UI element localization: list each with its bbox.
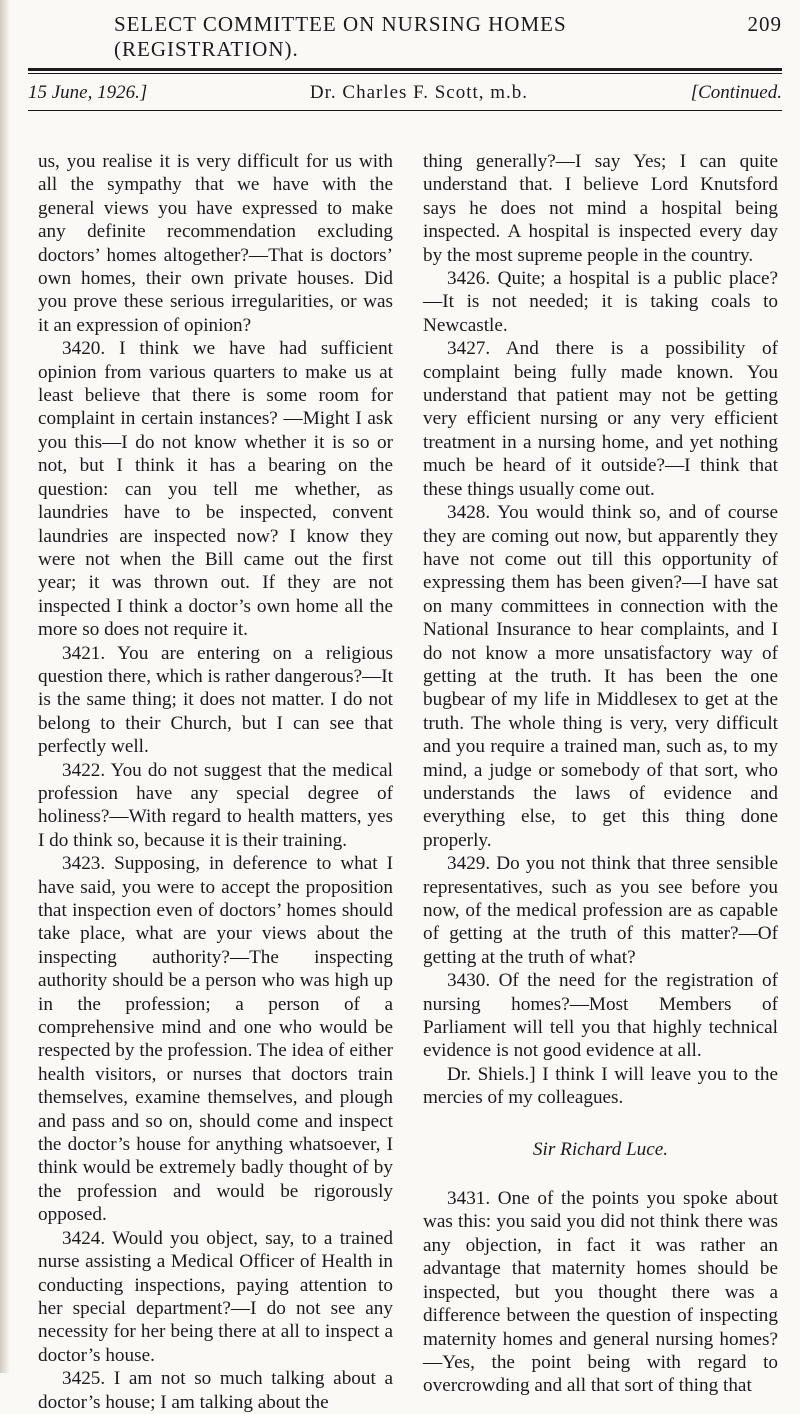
paragraph: thing generally?—I say Yes; I can quite understand that. I believe Lord Knutsford says he does not mind a hospital being inspected. A hospital is inspected every day by the most supreme people in the country. [423, 151, 778, 266]
paragraph: 3422. You do not suggest that the medical profession have any special degree of holiness?—With regard to health matters, yes I do think so, because it is their training. [38, 759, 393, 851]
header-rule-thick [28, 68, 782, 71]
paragraph: us, you realise it is very difficult for us with all the sympathy that we have with the general views you have expressed to make any definite recommendation excluding doctors’ homes altogether?—That is doctors’ own homes, their own private houses. Did you prove these serious irregularities, or was it an expression of opinion? [38, 151, 393, 336]
paragraph: 3425. I am not so much talking about a doctor’s house; I am talking about the [38, 1368, 393, 1413]
page-edge-shadow [0, 0, 10, 1373]
paragraph: 3423. Supposing, in deference to what I have said, you were to accept the proposition that inspection even of doctors’ homes should take place, what are your views about the inspecting authority?—The inspecting authority should be a person who was high up in the profession; a person of a comprehensive mind and one who would be respected by the profession. The idea of either health visitors, or nurses that doctors train themselves, examine themselves, and plough and pass and so on, should come and inspect the doctor’s house for anything whatsoever, I think would be extremely badly thought of by the profession and would be rigorously opposed. [38, 853, 393, 1226]
paragraph: 3429. Do you not think that three sensible representatives, such as you see before you now, of the medical profession are as capable of getting at the truth of this matter?—Of getting at the truth of what? [423, 853, 778, 968]
sub-header-rule [28, 110, 782, 111]
sub-header [28, 82, 782, 104]
running-head [28, 12, 782, 62]
paragraph: 3428. You would think so, and of course they are coming out now, but apparently they have not come out till this opportunity of expressing them has been given?—I have sat on many committees in connection with the National Insurance to hear complaints, and I do not know a more unsatisfactory way of getting at the truth. It has been the one bugbear of my life in Middlesex to get at the truth. The whole thing is very, very difficult and you require a trained man, such as, to my mind, a judge or somebody of that sort, who understands the laws of evidence and everything else, to get this thing done properly. [423, 502, 778, 851]
witness-name: Dr. Charles F. Scott, m.b. [309, 82, 529, 103]
speaker-heading: Sir Richard Luce. [532, 1138, 669, 1160]
paragraph: 3431. One of the points you spoke about was this: you said you did not think there was any objection, in fact it was rather an advantage that maternity homes should be inspected, but you thought there was a difference between the question of inspecting maternity homes and general nursing homes?—Yes, the point being with regard to overcrowding and all that sort of thing that [423, 1188, 778, 1397]
sitting-date: 15 June, 1926.] [28, 82, 148, 103]
paragraph: 3424. Would you object, say, to a trained nurse assisting a Medical Officer of Health in conducting inspections, paying attention to her special department?—I do not see any necessity for her being there at all to inspect a doctor’s house. [38, 1227, 393, 1366]
paragraph: 3420. I think we have had sufficient opinion from various quarters to make us at least believe that there is some room for complaint in certain instances? —Might I ask you this—I do not know whether it is so or not, but I think it has a bearing on the question: can you tell me whether, as laundries have to be inspected, convent laundries are inspected now? I know they were not when the Bill came out the first year; it was thrown out. If they are not inspected I think a doctor’s own home all the more so does not require it. [38, 338, 393, 641]
right-column [423, 150, 778, 1414]
continued-label: [Continued. [690, 82, 782, 103]
paragraph: 3427. And there is a possibility of complaint being fully made known. You understand that patient may not be getting very efficient nursing or any very efficient treatment in a nursing home, and yet nothing much be heard of it outside?—I think that these things usually come out. [423, 338, 778, 500]
paragraph: 3430. Of the need for the registration of nursing homes?—Most Members of Parliament will tell you that highly technical evidence is not good evidence at all. [423, 970, 778, 1062]
body-columns [38, 150, 778, 1414]
left-column [38, 150, 393, 1414]
running-title: SELECT COMMITTEE ON NURSING HOMES (REGISTRATION). [114, 12, 567, 61]
page-number: 209 [747, 12, 782, 36]
page-header [28, 12, 782, 111]
paragraph: Dr. Shiels.] I think I will leave you to the mercies of my colleagues. [423, 1063, 778, 1109]
paragraph: 3426. Quite; a hospital is a public place?—It is not needed; it is taking coals to Newcastle. [423, 268, 778, 336]
header-rule-thin [28, 73, 782, 74]
paragraph: 3421. You are entering on a religious question there, which is rather dangerous?—It is the same thing; it does not matter. I do not belong to their Church, but I can see that perfectly well. [38, 642, 393, 758]
